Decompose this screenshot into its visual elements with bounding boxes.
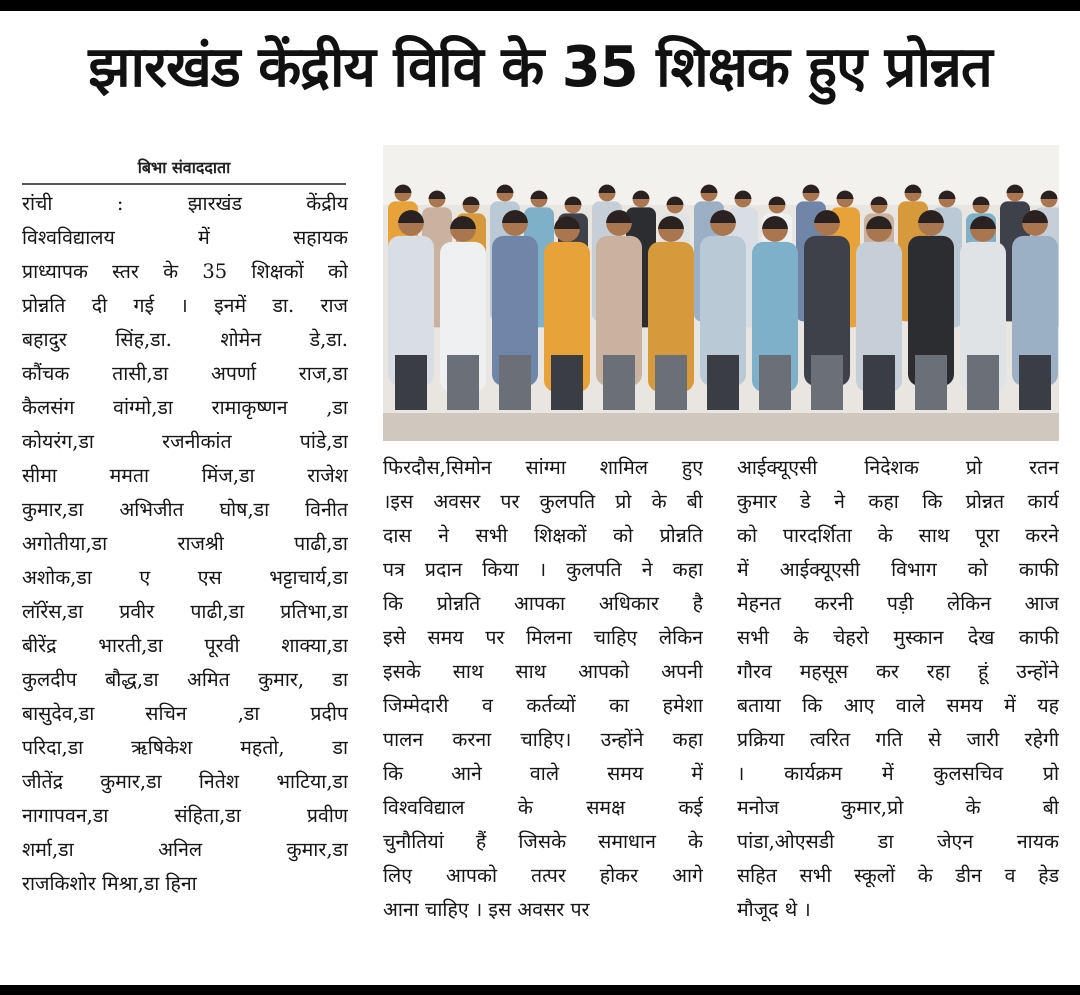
article-column-2 xyxy=(383,451,703,927)
article-line: शर्मा,डा अनिल कुमार,डा xyxy=(22,838,348,861)
article-line: अशोक,डा ए एस भट्टाचार्य,डा xyxy=(22,566,348,589)
article-line: कि प्रोन्नति आपका अधिकार है xyxy=(383,592,703,615)
article-line: कुलदीप बौद्ध,डा अमित कुमार, डा xyxy=(22,668,348,691)
article-line: मेहनत करनी पड़ी लेकिन आज xyxy=(737,592,1059,615)
article-line: सभी के चेहरो मुस्कान देख काफी xyxy=(737,626,1059,649)
article-line: प्रोन्नति दी गई । इनमें डा. राज xyxy=(22,294,348,317)
article-line: पालन करना चाहिए। उन्होंने कहा xyxy=(383,728,703,751)
article-line: मौजूद थे । xyxy=(737,898,811,921)
article-line: गौरव महसूस कर रहा हूं उन्होंने xyxy=(737,660,1059,683)
article-line: । कार्यक्रम में कुलसचिव प्रो xyxy=(737,762,1059,785)
article-line: में आईक्यूएसी विभाग को काफी xyxy=(737,558,1059,581)
article-line: अगोतीया,डा राजश्री पाढी,डा xyxy=(22,532,348,555)
article-line: इसे समय पर मिलना चाहिए लेकिन xyxy=(383,626,703,649)
article-line: विश्वविद्याल के समक्ष कई xyxy=(383,796,703,819)
article-column-3 xyxy=(737,451,1059,927)
article-line: फिरदौस,सिमोन सांग्मा शामिल हुए xyxy=(383,456,703,479)
article-line: लिए आपको तत्पर होकर आगे xyxy=(383,864,703,887)
article-line: प्रक्रिया त्वरित गति से जारी रहेगी xyxy=(737,728,1059,751)
article-line: कोयरंग,डा रजनीकांत पांडे,डा xyxy=(22,430,348,453)
article-line: परिदा,डा ऋषिकेश महतो, डा xyxy=(22,736,348,759)
article-line: मनोज कुमार,प्रो के बी xyxy=(737,796,1059,819)
article-line: प्राध्यापक स्तर के 35 शिक्षकों को xyxy=(22,260,348,283)
article-line: पत्र प्रदान किया । कुलपति ने कहा xyxy=(383,558,703,581)
article-line: बहादुर सिंह,डा. शोमेन डे,डा. xyxy=(22,328,348,351)
article-line: ।इस अवसर पर कुलपति प्रो के बी xyxy=(383,490,703,513)
article-line: आईक्यूएसी निदेशक प्रो रतन xyxy=(737,456,1059,479)
article-line: इसके साथ साथ आपको अपनी xyxy=(383,660,703,683)
article-line: को पारदर्शिता के साथ पूरा करने xyxy=(737,524,1059,547)
group-photo xyxy=(383,145,1059,441)
article-line: जीतेंद्र कुमार,डा नितेश भाटिया,डा xyxy=(22,770,348,793)
article-line: कौंचक तासी,डा अपर्णा राज,डा xyxy=(22,362,348,385)
article-line: पांडा,ओएसडी डा जेएन नायक xyxy=(737,830,1059,853)
article-line: जिम्मेदारी व कर्तव्यों का हमेशा xyxy=(383,694,703,717)
article-line: सीमा ममता मिंज,डा राजेश xyxy=(22,464,348,487)
article-line: कैलसंग वांग्मो,डा रामाकृष्णन ,डा xyxy=(22,396,348,419)
article-line: कुमार डे ने कहा कि प्रोन्नत कार्य xyxy=(737,490,1059,513)
byline: बिभा संवाददाता xyxy=(137,158,231,177)
article-line: कि आने वाले समय में xyxy=(383,762,703,785)
article-line: बताया कि आए वाले समय में यह xyxy=(737,694,1059,717)
article-line: दास ने सभी शिक्षकों को प्रोन्नति xyxy=(383,524,703,547)
bottom-border xyxy=(0,985,1080,995)
byline-rule xyxy=(22,183,346,185)
article-line: नागापवन,डा संहिता,डा प्रवीण xyxy=(22,804,348,827)
headline: झारखंड केंद्रीय विवि के 35 शिक्षक हुए प्रोन्नत xyxy=(88,35,992,100)
article-line: चुनौतियां हैं जिसके समाधान के xyxy=(383,830,703,853)
article-line: बासुदेव,डा सचिन ,डा प्रदीप xyxy=(22,702,348,725)
article-line: विश्वविद्यालय में सहायक xyxy=(22,226,348,249)
article-line: आना चाहिए । इस अवसर पर xyxy=(383,898,590,921)
article-line: लॉरेंस,डा प्रवीर पाढी,डा प्रतिभा,डा xyxy=(22,600,348,623)
article-line: राजकिशोर मिश्रा,डा हिना xyxy=(22,872,197,895)
article-column-1 xyxy=(22,187,348,901)
article-line: रांची : झारखंड केंद्रीय xyxy=(22,192,348,215)
article-line: कुमार,डा अभिजीत घोष,डा विनीत xyxy=(22,498,348,521)
article-line: बीरेंद्र भारती,डा पूरवी शाक्या,डा xyxy=(22,634,348,657)
article-line: सहित सभी स्कूलों के डीन व हेड xyxy=(737,864,1059,887)
top-border xyxy=(0,0,1080,11)
